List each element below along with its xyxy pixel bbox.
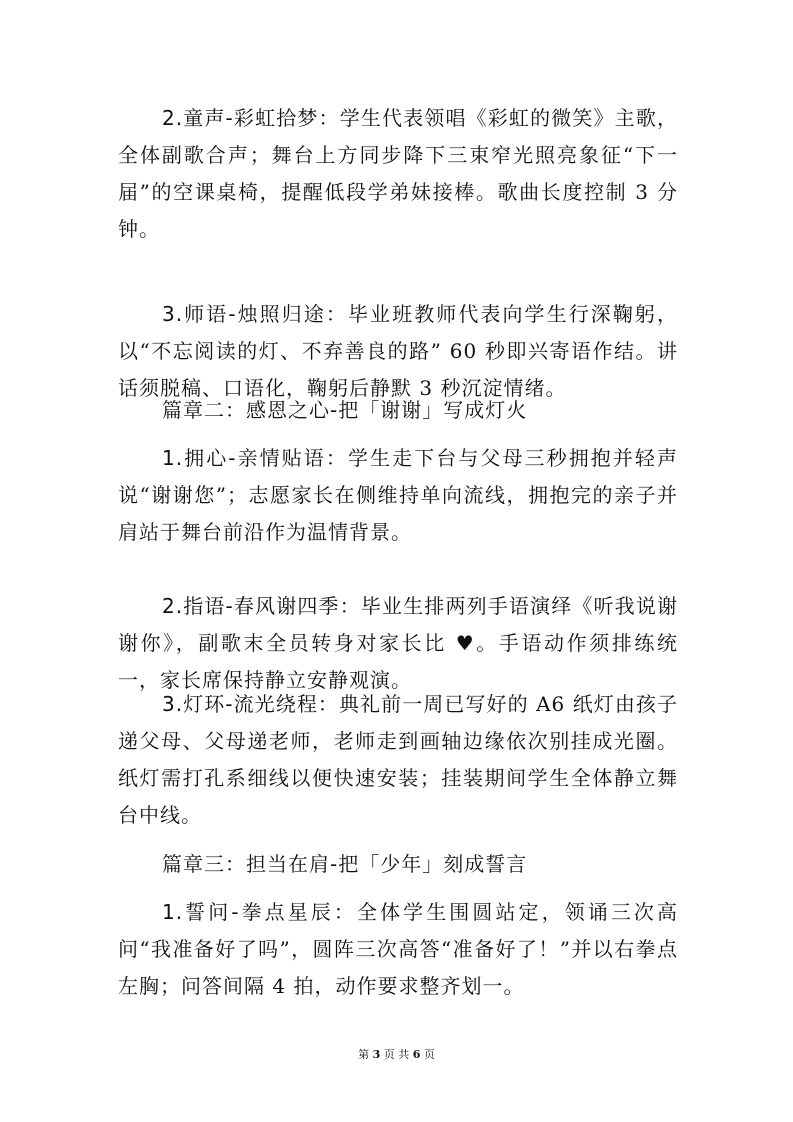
paragraph-4: [118, 588, 678, 699]
paragraph-1: [118, 100, 678, 248]
paragraph-label: 1.拥心-亲情贴语：: [162, 446, 348, 470]
paragraph-text: 毕业生排两列手语演绎《听我说谢谢你》，副歌末全员转身对家长比 ♥。手语动作须排练统一，家长席保持静立安静观演。: [118, 594, 678, 692]
paragraph-2: [118, 296, 678, 407]
paragraph-text: 全体学生围圆站定，领诵三次高问“我准备好了吗”，圆阵三次高答“准备好了！”并以右拳点左胸；问答间隔 4 拍，动作要求整齐划一。: [118, 900, 678, 998]
paragraph-label: 2.童声-彩虹拾梦：: [162, 106, 340, 130]
footer-prefix: 第: [358, 1048, 370, 1061]
paragraph-label: 2.指语-春风谢四季：: [162, 594, 361, 618]
paragraph-text: 学生代表领唱《彩虹的微笑》主歌，全体副歌合声；舞台上方同步降下三束窄光照亮象征“下一届”的空课桌椅，提醒低段学弟妹接棒。歌曲长度控制 3 分钟。: [118, 106, 678, 241]
paragraph-text: 学生走下台与父母三秒拥抱并轻声说“谢谢您”；志愿家长在侧维持单向流线，拥抱完的亲子并肩站于舞台前沿作为温情背景。: [118, 446, 678, 544]
footer-page-number: 3: [372, 1048, 381, 1061]
paragraph-3: [118, 440, 678, 551]
paragraph-text: 典礼前一周已写好的 A6 纸灯由孩子递父母、父母递老师，老师走到画轴边缘依次别挂成光圈。纸灯需打孔系细线以便快速安装；挂装期间学生全体静立舞台中线。: [118, 692, 678, 827]
paragraph-6: [118, 894, 678, 1005]
paragraph-text: 毕业班教师代表向学生行深鞠躬，以“不忘阅读的灯、不弃善良的路” 60 秒即兴寄语作结。讲话须脱稿、口语化，鞠躬后静默 3 秒沉淀情绪。: [118, 302, 678, 400]
paragraph-label: 1.誓问-拳点星辰：: [162, 900, 357, 924]
footer-middle: 页 共: [383, 1048, 410, 1061]
paragraph-label: 3.师语-烛照归途：: [162, 302, 348, 326]
paragraph-5: [118, 686, 678, 834]
paragraph-label: 3.灯环-流光绕程：: [162, 692, 339, 716]
footer-total-pages: 6: [412, 1048, 421, 1061]
section-heading-2: 篇章二：感恩之心-把「谢谢」写成灯火: [162, 398, 528, 422]
section-heading-3: 篇章三：担当在肩-把「少年」刻成誓言: [162, 852, 528, 876]
page-footer: [0, 1046, 793, 1062]
footer-suffix: 页: [423, 1048, 435, 1061]
